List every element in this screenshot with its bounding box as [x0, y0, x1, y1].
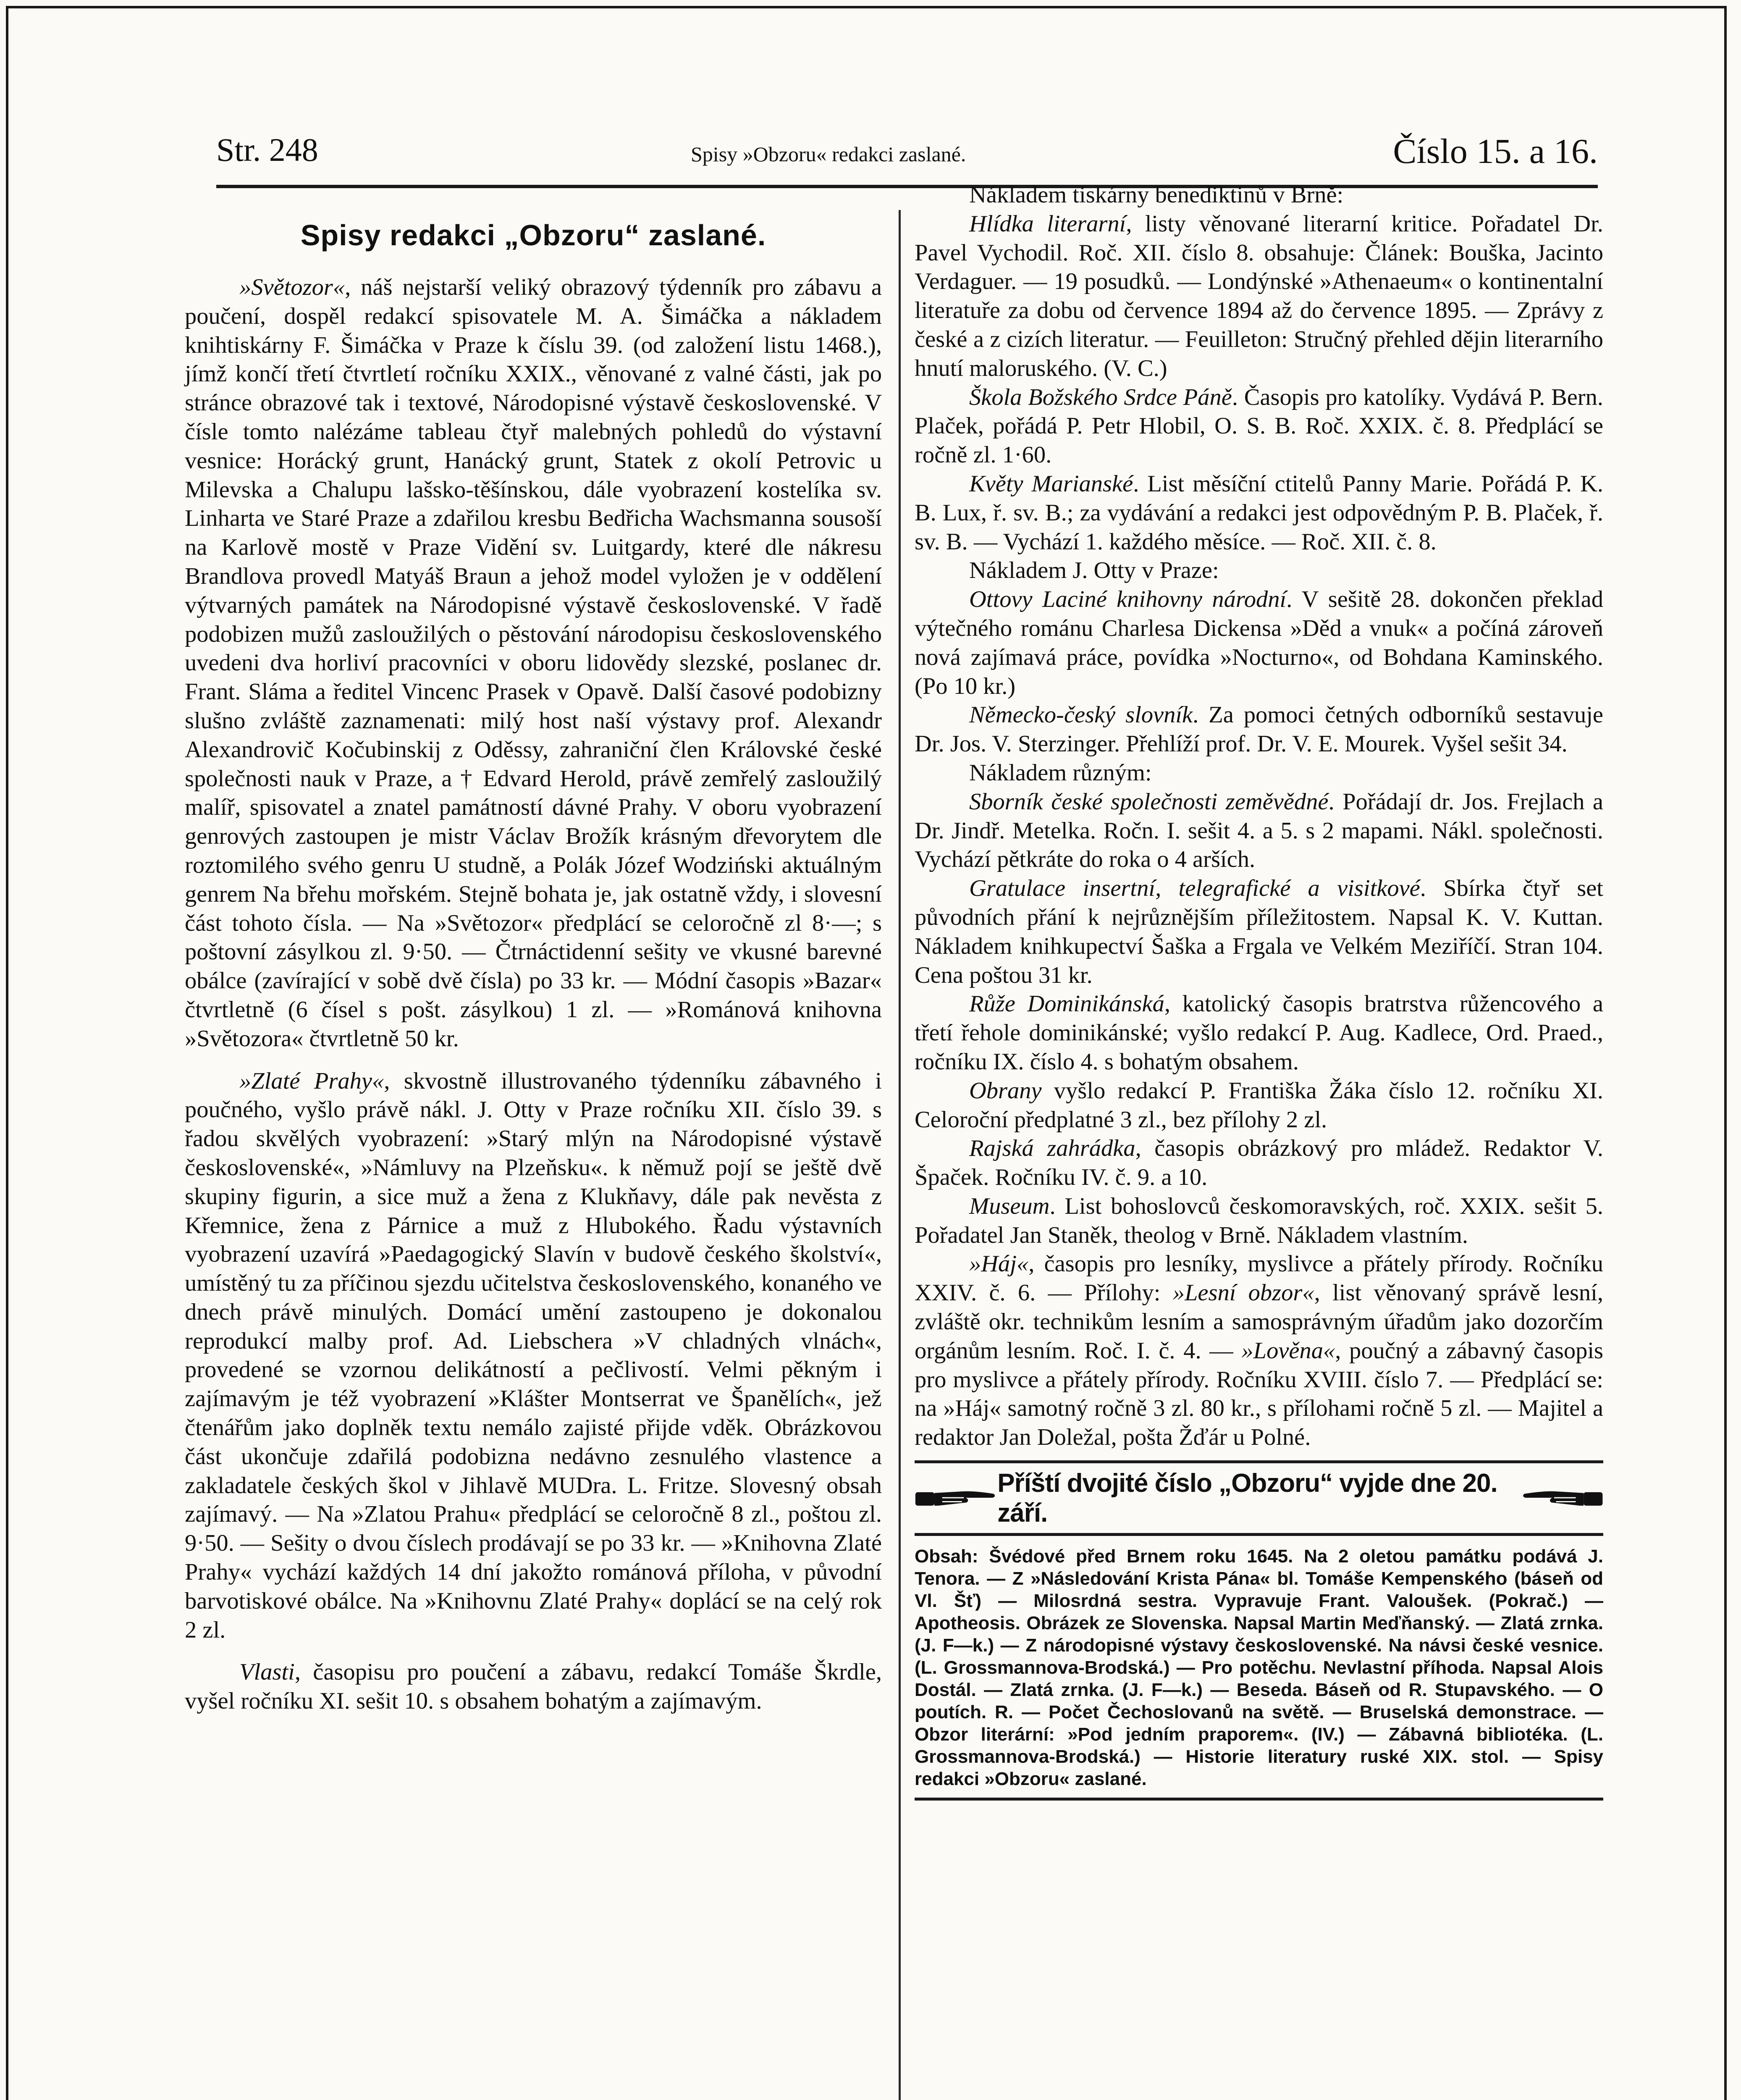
review-museum: Museum. List bohoslovců českomoravských, roč. XXIX. sešit 5. Pořadatel Jan Staněk, theolog v Brně. Nákladem vlastním. [915, 1193, 1603, 1248]
review-ruze: Růže Dominikánská, katolický časopis bratrstva růžencového a třetí řehole dominikánské; vyšlo redakcí P. Aug. Kadlece, Ord. Praed., ročníku IX. číslo 4. s bohatým obsahem. [915, 991, 1603, 1075]
review-skola: Škola Božského Srdce Páně. Časopis pro katolíky. Vydává P. Bern. Plaček, pořádá P. Petr Hlobil, O. S. B. Roč. XXIX. č. 8. Předplácí se ročně zl. 1·60. [915, 384, 1603, 468]
left-column [185, 202, 882, 1716]
next-issue-announcement [915, 1460, 1603, 1536]
review-haj: »Háj«, časopis pro lesníky, myslivce a přátely přírody. Ročníku XXIV. č. 6. — Přílohy: »Lesní obzor«, list věnovaný správě lesní, zvláště okr. technikům lesním a samosprávným úřadům jako dozorčím orgánům lesním. Roč. I. č. 4. — »Lověna«, poučný a zábavný časopis pro myslivce a přátely přírody. Ročníku XVIII. číslo 7. — Předplácí se: na »Háj« samotný ročně 3 zl. 80 kr., s přílohami ročně 5 zl. — Majitel a redaktor Jan Doležal, pošta Žďár u Polné. [915, 1251, 1603, 1451]
contents-text: Švédové před Brnem roku 1645. Na 2 oletou památku podává J. Tenora. — Z »Následování Krista Pána« bl. Tomáše Kempenského (báseň od Vl. Šť) — Milosrdná sestra. Vypravuje Frant. Valoušek. (Pokrač.) — Apotheosis. Obrázek ze Slovenska. Napsal Martin Meďňanský. — Zlatá zrnka. (J. F—k.) — Z národopisné výstavy československé. Na návsi české vesnice. (L. Grossmannova-Brodská.) — Pro potěchu. Nevlastní příhoda. Napsal Alois Dostál. — Zlatá zrnka. (J. F—k.) — Beseda. Báseň od R. Stupavského. — O poutích. R. — Počet Čechoslovanů na světě. — Bruselská demonstrace. — Obzor literární: »Pod jedním praporem«. (IV.) — Zábavná bibliotéka. (L. Grossmannova-Brodská.) — Historie literatury ruské XIX. stol. — Spisy redakci »Obzoru« zaslané. [915, 1546, 1603, 1790]
publisher-heading: Nákladem J. Otty v Praze: [969, 557, 1219, 584]
review-sbornik: Sborník české společnosti zeměvědné. Pořádají dr. Jos. Frejlach a Dr. Jindř. Metelka. Ročn. I. sešit 4. a 5. s 2 mapami. Nákl. společnosti. Vychází pětkráte do roka o 4 arších. [915, 788, 1603, 873]
pointing-hand-right-icon [915, 1483, 997, 1513]
issue-number: Číslo 15. a 16. [1393, 132, 1598, 171]
review-kvety: Květy Marianské. List měsíční ctitelů Panny Marie. Pořádá P. K. B. Lux, ř. sv. B.; za vydávání a redakci jest odpovědným P. B. Plaček, ř. sv. B. — Vychází 1. každého měsíce. — Roč. XII. č. 8. [915, 470, 1603, 555]
running-head [216, 131, 1598, 181]
pointing-hand-left-icon [1521, 1483, 1603, 1513]
section-title: Spisy »Obzoru« redakci zaslané. [691, 142, 966, 166]
review-gratulace: Gratulace insertní, telegrafické a visitkové. Sbírka čtyř set původních přání k nejrůznějším příležitostem. Napsal K. V. Kuttan. Nákladem knihkupectví Šaška a Frgala ve Velkém Meziříčí. Stran 104. Cena poštou 31 kr. [915, 875, 1603, 988]
review-knihovna: Ottovy Laciné knihovny národní. V sešitě 28. dokončen překlad výtečného románu Charlesa Dickensa »Děd a vnuk« a počíná zároveň nová zajímavá práce, povídka »Nocturno«, od Bohdana Kaminského. (Po 10 kr.) [915, 586, 1603, 699]
table-of-contents [915, 1545, 1603, 1801]
review-svetozor: »Světozor«, náš nejstarší veliký obrazový týdenník pro zábavu a poučení, dospěl redakcí spisovatele M. A. Šimáčka a nákladem knihtiskárny F. Šimáčka v Praze k číslu 39. (od založení listu 1468.), jímž končí třetí čtvrtletí ročníku XXIX., věnované z valné části, jak po stránce obrazové tak i textové, Národopisné výstavě československé. V čísle tomto nalézáme tableau čtyř malebných pohledů do výstavní vesnice: Horácký grunt, Hanácký grunt, Statek z okolí Petrovic u Milevska a Chalupu lašsko-těšínskou, dále vyobrazení kostelíka sv. Linharta ve Staré Praze a zdařilou kresbu Bedřicha Wachsmanna sousoší na Karlově mostě v Praze Vidění sv. Luitgardy, které dle nákresu Brandlova provedl Matyáš Braun a jehož model vyložen je v oddělení výtvarných památek na Národopisné výstavě československé. V řadě podobizen mužů zasloužilých o pěstování národopisu československého uvedeni dva horliví pracovníci v oboru lidovědy slezské, poslanec dr. Frant. Sláma a ředitel Vincenc Prasek v Opavě. Další časové podobizny slušno zvláště zaznamenati: milý host naší výstavy prof. Alexandr Alexandrovič Kočubinskij z Oděssy, zahraniční člen Královské české společnosti nauk v Praze, a † Edvard Herold, právě zemřelý zasloužilý malíř, spisovatel a znatel památností dávné Prahy. V oboru vyobrazení genrových zastoupen je mistr Václav Brožík krásným dřevorytem dle roztomilého svého genru U studně, a Polák Józef Wodziński aktuálným genrem Na břehu mořském. Stejně bohata je, jak ostatně vždy, i slovesní část tohoto čísla. — Na »Světozor« předplácí se celoročně zl 8·—; s poštovní zásylkou zl. 9·50. — Čtrnáctidenní sešity ve vkusné barevné obálce (zavírající v sobě dvě čísla) po 33 kr. — Módní časopis »Bazar« čtvrtletně (6 čísel s pošt. zásylkou) 1 zl. — »Románová knihovna »Světozora« čtvrtletně 50 kr. [185, 274, 882, 1052]
publisher-heading: Nákladem tiskárny benediktinů v Brně: [969, 182, 1344, 208]
review-obrany: Obrany vyšlo redakcí P. Františka Žáka číslo 12. ročníku XI. Celoroční předplatné 3 zl., bez přílohy 2 zl. [915, 1077, 1603, 1133]
review-hlidka: Hlídka literarní, listy věnované literarní kritice. Pořadatel Dr. Pavel Vychodil. Roč. XII. číslo 8. obsahuje: Článek: Bouška, Jacinto Verdaguer. — 19 posudků. — Londýnské »Athenaeum« o kontinentalní literatuře za dobu od července 1894 až do července 1895. — Zprávy z české a z cizích literatur. — Feuilleton: Stručný přehled dějin literarního hnutí maloruského. (V. C.) [915, 210, 1603, 381]
review-vlast: Vlasti, časopisu pro poučení a zábavu, redakcí Tomáše Škrdle, vyšel ročníku XI. sešit 10. s obsahem bohatým a zajímavým. [185, 1659, 882, 1714]
review-slovnik: Německo-český slovník. Za pomoci četných odborníků sestavuje Dr. Jos. V. Sterzinger. Přehlíží prof. Dr. V. E. Mourek. Vyšel sešit 34. [915, 702, 1603, 757]
review-zlata-praha: »Zlaté Prahy«, skvostně illustrovaného týdenníku zábavného i poučného, vyšlo právě nákl. J. Otty v Praze ročníku XII. číslo 39. s řadou skvělých vyobrazení: »Starý mlýn na Národopisné výstavě československé«, »Námluvy na Plzeňsku«. k němuž pojí se ještě dvě skupiny figurin, a sice muž a žena z Klukňavy, dále pak nevěsta z Křemnice, žena z Párnice a muž z Hlubokého. Řadu výstavních vyobrazení uzavírá »Paedagogický Slavín v budově českého školství«, umístěný tu za příčinou sjezdu učitelstva československého, konaného ve dnech právě minulých. Domácí umění zastoupeno je dokonalou reprodukcí malby prof. Ad. Liebschera »V chladných vlnách«, provedené se vzornou delikátností a pečlivostí. Velmi pěkným i zajímavým je též vyobrazení »Klášter Montserrat ve Španělích«, jež čtenářům jako doplněk textu nemálo zajisté přijde vděk. Obrázkovou část ukončuje zdařilá podobizna nedávno zesnulého vlastence a zakladatele českých škol v Jihlavě MUDra. L. Fritze. Slovesný obsah zajímavý. — Na »Zlatou Prahu« předplácí se celoročně 8 zl., poštou zl. 9·50. — Sešity o dvou číslech prodávají se po 33 kr. — »Knihovna Zlaté Prahy« vychází každých 14 dní jakožto románová příloha, v původní barvotiskové obálce. Na »Knihovnu Zlaté Prahy« doplácí se na celý rok 2 zl. [185, 1068, 882, 1643]
column-divider [899, 210, 901, 2100]
page-number: Str. 248 [216, 131, 318, 168]
announcement-text: Příští dvojité číslo „Obzoru“ vyjde dne 20. září. [997, 1469, 1497, 1528]
contents-label: Obsah: [915, 1546, 978, 1567]
review-rajska: Rajská zahrádka, časopis obrázkový pro mládež. Redaktor V. Špaček. Ročníku IV. č. 9. a 10. [915, 1135, 1603, 1191]
article-title: Spisy redakci „Obzoru“ zaslané. [300, 219, 766, 252]
publisher-heading: Nákladem různým: [969, 759, 1152, 786]
right-column [915, 181, 1603, 1801]
